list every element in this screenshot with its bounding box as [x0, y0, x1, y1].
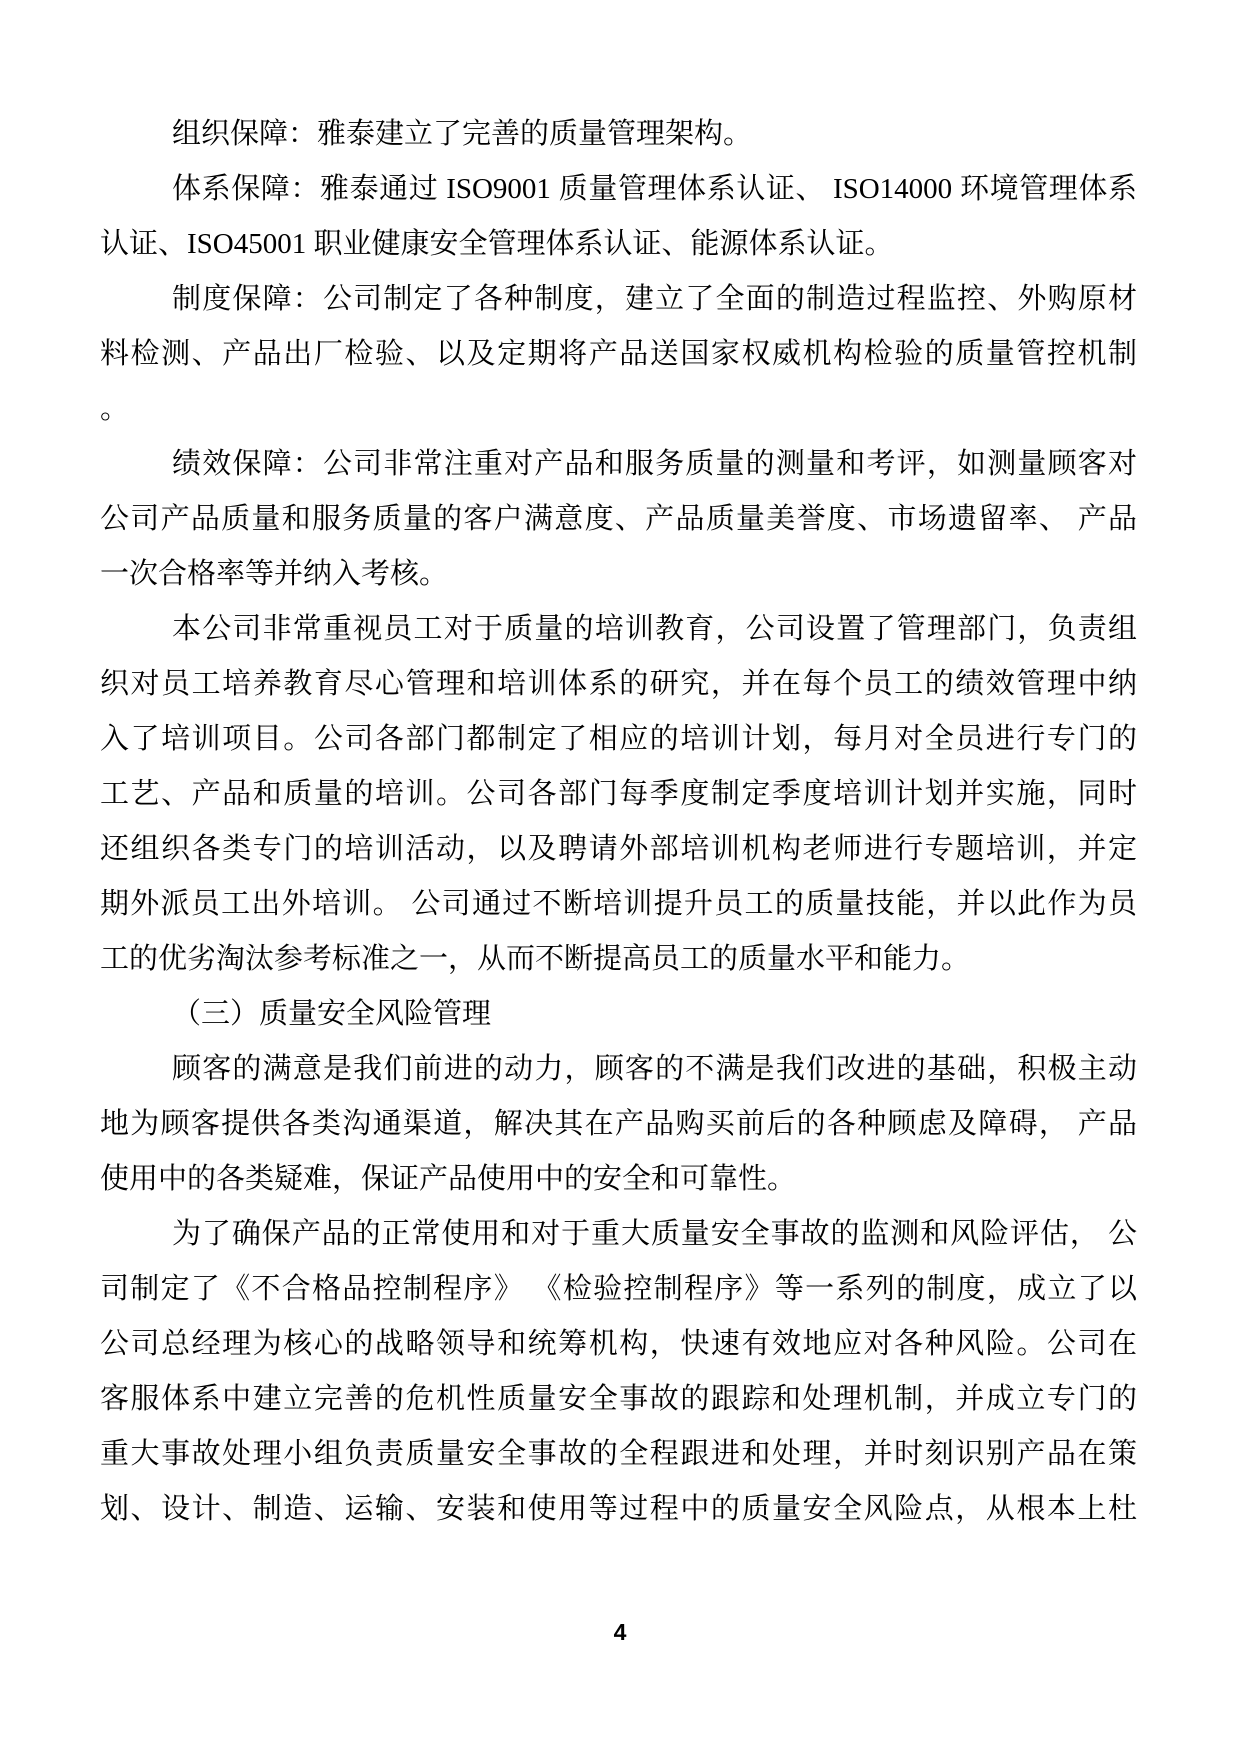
text-body — [100, 107, 1137, 1537]
text-line: 为了确保产品的正常使用和对于重大质量安全事故的监测和风险评估， 公 — [172, 1218, 1137, 1250]
text-line: 使用中的各类疑难，保证产品使用中的安全和可靠性。 — [100, 1163, 797, 1195]
text-line: 体系保障：雅泰通过 ISO9001 质量管理体系认证、 ISO14000 环境管理体系 — [172, 173, 1137, 205]
page-number: 4 — [613, 1619, 627, 1645]
text-line: 顾客的满意是我们前进的动力，顾客的不满是我们改进的基础，积极主动 — [172, 1053, 1137, 1085]
text-line: 重大事故处理小组负责质量安全事故的全程跟进和处理，并时刻识别产品在策 — [100, 1438, 1137, 1470]
text-line: 客服体系中建立完善的危机性质量安全事故的跟踪和处理机制，并成立专门的 — [100, 1383, 1137, 1415]
text-line: 一次合格率等并纳入考核。 — [100, 558, 449, 590]
text-line: 织对员工培养教育尽心管理和培训体系的研究，并在每个员工的绩效管理中纳 — [100, 668, 1137, 700]
text-line: 工艺、产品和质量的培训。公司各部门每季度制定季度培训计划并实施，同时 — [100, 778, 1137, 810]
text-line: 司制定了《不合格品控制程序》 《检验控制程序》等一系列的制度，成立了以 — [100, 1273, 1137, 1305]
text-line: 组织保障：雅泰建立了完善的质量管理架构。 — [172, 118, 753, 150]
text-line: 公司产品质量和服务质量的客户满意度、产品质量美誉度、市场遗留率、 产品 — [100, 503, 1137, 535]
text-line: 认证、ISO45001 职业健康安全管理体系认证、能源体系认证。 — [100, 228, 894, 260]
text-line: 。 — [100, 393, 130, 425]
text-line: 料检测、产品出厂检验、以及定期将产品送国家权威机构检验的质量管控机制 — [100, 338, 1137, 370]
text-line: 本公司非常重视员工对于质量的培训教育，公司设置了管理部门，负责组 — [172, 613, 1137, 645]
text-line: 绩效保障：公司非常注重对产品和服务质量的测量和考评，如测量顾客对 — [172, 448, 1137, 480]
text-line: 地为顾客提供各类沟通渠道，解决其在产品购买前后的各种顾虑及障碍， 产品 — [100, 1108, 1137, 1140]
text-line: 期外派员工出外培训。 公司通过不断培训提升员工的质量技能，并以此作为员 — [100, 888, 1137, 920]
text-line: 制度保障：公司制定了各种制度，建立了全面的制造过程监控、外购原材 — [172, 283, 1137, 315]
text-line: 公司总经理为核心的战略领导和统筹机构，快速有效地应对各种风险。公司在 — [100, 1328, 1137, 1360]
text-line: （三）质量安全风险管理 — [172, 998, 492, 1030]
text-line: 还组织各类专门的培训活动，以及聘请外部培训机构老师进行专题培训，并定 — [100, 833, 1137, 865]
text-line: 划、设计、制造、运输、安装和使用等过程中的质量安全风险点，从根本上杜 — [100, 1493, 1137, 1525]
text-line: 入了培训项目。公司各部门都制定了相应的培训计划，每月对全员进行专门的 — [100, 723, 1137, 755]
text-line: 工的优劣淘汰参考标准之一，从而不断提高员工的质量水平和能力。 — [100, 943, 971, 975]
